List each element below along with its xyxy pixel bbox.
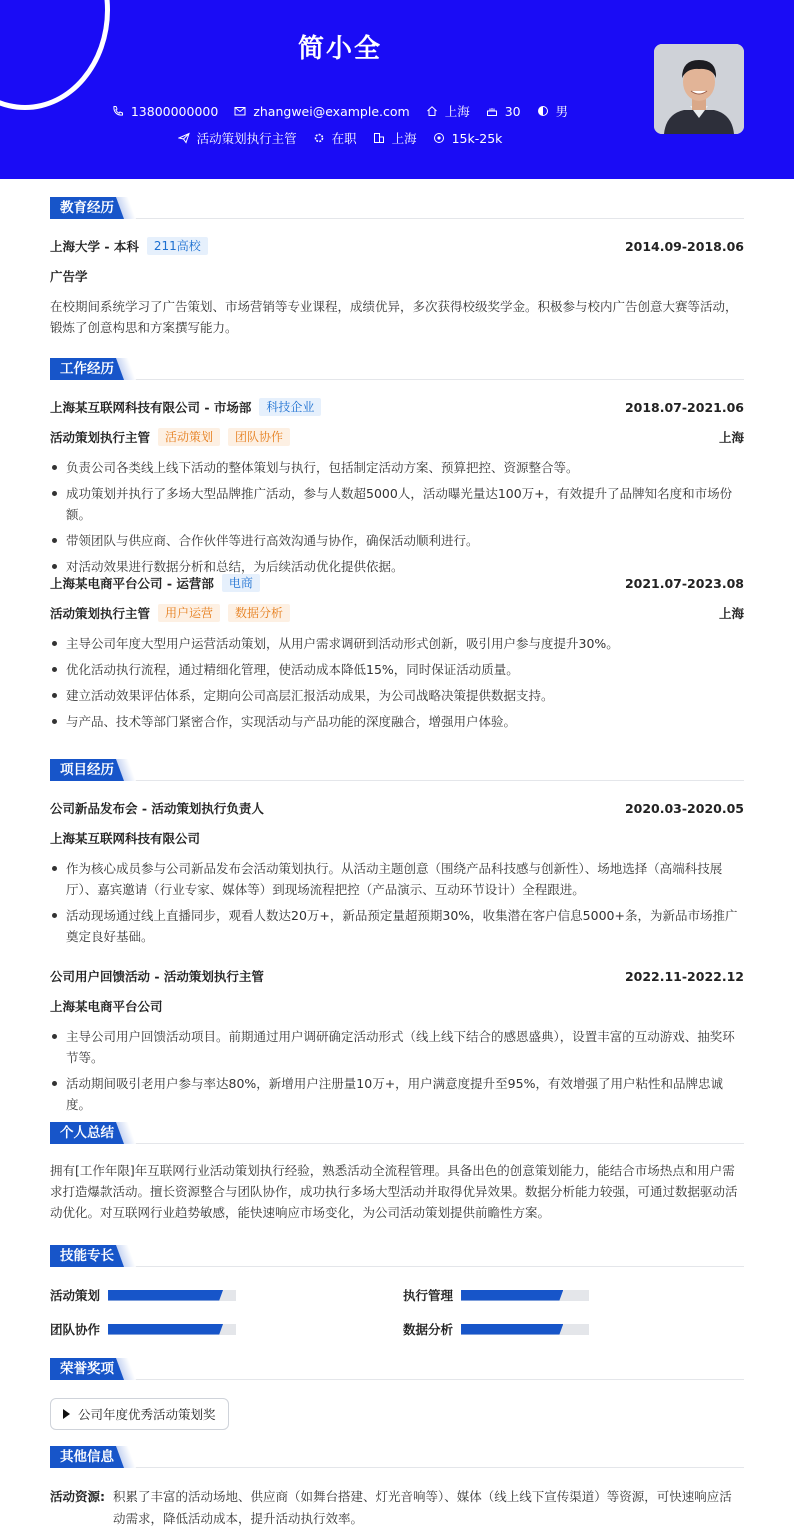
project-2-company: 上海某电商平台公司 xyxy=(50,999,163,1014)
project-2-bullets xyxy=(50,1026,744,1120)
target-city-item xyxy=(373,129,417,147)
email-text: zhangwei@example.com xyxy=(253,103,410,119)
work-1-company-tag: 科技企业 xyxy=(259,398,321,416)
project-1-bullets xyxy=(50,858,744,952)
list-item: 优化活动执行流程，通过精细化管理，使活动成本降低15%，同时保证活动质量。 xyxy=(50,659,744,680)
job-intent-row xyxy=(0,129,680,147)
skill-item xyxy=(50,1286,236,1304)
salary-text: 15k-25k xyxy=(451,130,503,146)
phone-icon xyxy=(112,105,124,117)
work-1-city: 上海 xyxy=(718,430,744,445)
candidate-name: 简小全 xyxy=(297,34,382,64)
avatar-photo xyxy=(654,44,744,134)
other-section xyxy=(50,1446,744,1536)
phone-item xyxy=(112,104,218,119)
skills-title: 技能专长 xyxy=(50,1245,124,1267)
work-1-tag-1: 活动策划 xyxy=(158,428,220,446)
work-2-position-row xyxy=(50,604,744,622)
project-1-company-row xyxy=(50,829,744,847)
other-title: 其他信息 xyxy=(50,1446,124,1468)
projects-title: 项目经历 xyxy=(50,759,124,781)
education-description: 在校期间系统学习了广告策划、市场营销等专业课程，成绩优异，多次获得校级奖学金。积极参与校内广告创意大赛等活动，锻炼了创意构思和方案撰写能力。 xyxy=(50,299,738,335)
list-item: 主导公司用户回馈活动项目。前期通过用户调研确定活动形式（线上线下结合的感恩盛典），设置丰富的互动游戏、抽奖环节等。 xyxy=(50,1026,744,1068)
project-1-header xyxy=(50,799,744,817)
cake-icon xyxy=(486,105,498,117)
contact-row xyxy=(0,102,680,120)
list-item: 主导公司年度大型用户运营活动策划，从用户需求调研到活动形式创新，吸引用户参与度提升30%。 xyxy=(50,633,744,654)
building-icon xyxy=(373,132,385,144)
status-item xyxy=(313,129,357,147)
work-2-tag-2: 数据分析 xyxy=(228,604,290,622)
work-2-bullets xyxy=(50,633,744,737)
work-2-position: 活动策划执行主管 xyxy=(50,606,151,621)
skill-bar-fill xyxy=(108,1290,223,1301)
project-1-company: 上海某互联网科技有限公司 xyxy=(50,831,201,846)
projects-section xyxy=(50,759,744,1112)
skill-name: 执行管理 xyxy=(403,1288,454,1303)
skill-bar xyxy=(461,1290,589,1301)
list-item: 活动现场通过线上直播同步，观看人数达20万+，新品预定量超预期30%，收集潜在客户信息5000+条，为新品市场推广奠定良好基础。 xyxy=(50,905,744,947)
project-1-date: 2020.03-2020.05 xyxy=(624,800,744,816)
project-1-name: 公司新品发布会 - 活动策划执行负责人 xyxy=(50,801,264,816)
list-item: 活动期间吸引老用户参与率达80%，新增用户注册量10万+，用户满意度提升至95%，有效增强了用户粘性和品牌忠诚度。 xyxy=(50,1073,744,1115)
other-section-title xyxy=(50,1446,744,1468)
awards-section-title xyxy=(50,1358,744,1380)
school-name: 上海大学 - 本科 xyxy=(50,239,139,254)
work-title: 工作经历 xyxy=(50,358,124,380)
other-info-label: 活动资源: xyxy=(50,1489,105,1504)
project-2-date: 2022.11-2022.12 xyxy=(624,968,744,984)
target-position-item xyxy=(178,129,297,147)
work-2-tag-1: 用户运营 xyxy=(158,604,220,622)
list-item: 成功策划并执行了多场大型品牌推广活动，参与人数超5000人，活动曝光量达100万+，有效提升了品牌知名度和市场份额。 xyxy=(50,483,744,525)
work-1-position-row xyxy=(50,428,744,446)
projects-section-title xyxy=(50,759,744,781)
work-1-tag-2: 团队协作 xyxy=(228,428,290,446)
major-row xyxy=(50,267,744,285)
target-city-text: 上海 xyxy=(391,131,417,146)
work-2-date: 2021.07-2023.08 xyxy=(624,575,744,591)
education-date: 2014.09-2018.06 xyxy=(624,238,744,254)
location-item xyxy=(426,102,470,120)
list-item: 与产品、技术等部门紧密合作，实现活动与产品功能的深度融合，增强用户体验。 xyxy=(50,711,744,732)
gender-icon xyxy=(537,105,549,117)
age-text: 30 xyxy=(504,103,521,119)
status-text: 在职 xyxy=(331,131,357,146)
phone-text: 13800000000 xyxy=(130,103,219,119)
list-item: 作为核心成员参与公司新品发布会活动策划执行。从活动主题创意（围绕产品科技感与创新性）、场地选择（高端科技展厅）、嘉宾邀请（行业专家、媒体等）到现场流程把控（产品演示、互动环节设计）全程跟进。 xyxy=(50,858,744,900)
project-2-company-row xyxy=(50,997,744,1015)
email-item xyxy=(234,104,409,119)
skill-name: 活动策划 xyxy=(50,1288,101,1303)
money-icon xyxy=(433,132,445,144)
skill-item xyxy=(50,1320,236,1338)
avatar-icon xyxy=(654,44,744,134)
other-info-value: 积累了丰富的活动场地、供应商（如舞台搭建、灯光音响等）、媒体（线上线下宣传渠道）等资源，可快速响应活动需求，降低活动成本，提升活动执行效率。 xyxy=(113,1489,732,1526)
list-item: 建立活动效果评估体系，定期向公司高层汇报活动成果，为公司战略决策提供数据支持。 xyxy=(50,685,744,706)
skill-bar-fill xyxy=(108,1324,223,1335)
school-tag: 211高校 xyxy=(147,237,208,255)
work-section xyxy=(50,358,744,748)
work-2-company-tag: 电商 xyxy=(222,574,260,592)
age-item xyxy=(486,104,521,119)
resume-header xyxy=(0,0,794,179)
awards-title: 荣誉奖项 xyxy=(50,1358,124,1380)
education-header-row xyxy=(50,237,744,255)
list-item: 对活动效果进行数据分析和总结，为后续活动优化提供依据。 xyxy=(50,556,744,577)
work-2-header xyxy=(50,574,744,592)
project-2-header xyxy=(50,967,744,985)
skill-bar-fill xyxy=(461,1324,563,1335)
award-name: 公司年度优秀活动策划奖 xyxy=(78,1407,216,1422)
gender-text: 男 xyxy=(555,104,569,119)
work-1-header xyxy=(50,398,744,416)
major-name: 广告学 xyxy=(50,269,88,284)
education-title: 教育经历 xyxy=(50,197,124,219)
work-1-bullets xyxy=(50,457,744,582)
work-1-position: 活动策划执行主管 xyxy=(50,430,151,445)
play-icon xyxy=(63,1409,70,1419)
status-icon xyxy=(313,132,325,144)
skill-bar xyxy=(108,1290,236,1301)
education-section-title xyxy=(50,197,744,219)
summary-section-title xyxy=(50,1122,744,1144)
education-section xyxy=(50,197,744,347)
work-1-date: 2018.07-2021.06 xyxy=(624,399,744,415)
gender-item xyxy=(537,102,569,120)
summary-section xyxy=(50,1122,744,1232)
other-info-row xyxy=(50,1486,744,1530)
work-1-company: 上海某互联网科技有限公司 - 市场部 xyxy=(50,400,252,415)
awards-section xyxy=(50,1358,744,1438)
skill-bar xyxy=(461,1324,589,1335)
skill-item xyxy=(403,1320,589,1338)
project-2-name: 公司用户回馈活动 - 活动策划执行主管 xyxy=(50,969,264,984)
award-item[interactable] xyxy=(50,1398,229,1430)
skill-item xyxy=(403,1286,589,1304)
location-text: 上海 xyxy=(444,104,470,119)
work-2-city: 上海 xyxy=(718,606,744,621)
work-section-title xyxy=(50,358,744,380)
work-2-company: 上海某电商平台公司 - 运营部 xyxy=(50,576,214,591)
skills-section-title xyxy=(50,1245,744,1267)
skills-section xyxy=(50,1245,744,1345)
home-icon xyxy=(426,105,438,117)
skill-name: 数据分析 xyxy=(403,1322,454,1337)
skill-bar-fill xyxy=(461,1290,563,1301)
list-item: 带领团队与供应商、合作伙伴等进行高效沟通与协作，确保活动顺利进行。 xyxy=(50,530,744,551)
mail-icon xyxy=(234,105,246,117)
skill-name: 团队协作 xyxy=(50,1322,101,1337)
target-position-text: 活动策划执行主管 xyxy=(196,131,297,146)
salary-item xyxy=(433,131,503,146)
list-item: 负责公司各类线上线下活动的整体策划与执行，包括制定活动方案、预算把控、资源整合等。 xyxy=(50,457,744,478)
summary-title: 个人总结 xyxy=(50,1122,124,1144)
send-icon xyxy=(178,132,190,144)
skill-bar xyxy=(108,1324,236,1335)
summary-text: 拥有[工作年限]年互联网行业活动策划执行经验，熟悉活动全流程管理。具备出色的创意策划能力，能结合市场热点和用户需求打造爆款活动。擅长资源整合与团队协作，成功执行多场大型活动并取得优异效果。数据分析能力较强，可通过数据驱动活动优化。对互联网行业趋势敏感，能快速响应市场变化，为公司活动策划提供前瞻性方案。 xyxy=(50,1163,738,1220)
